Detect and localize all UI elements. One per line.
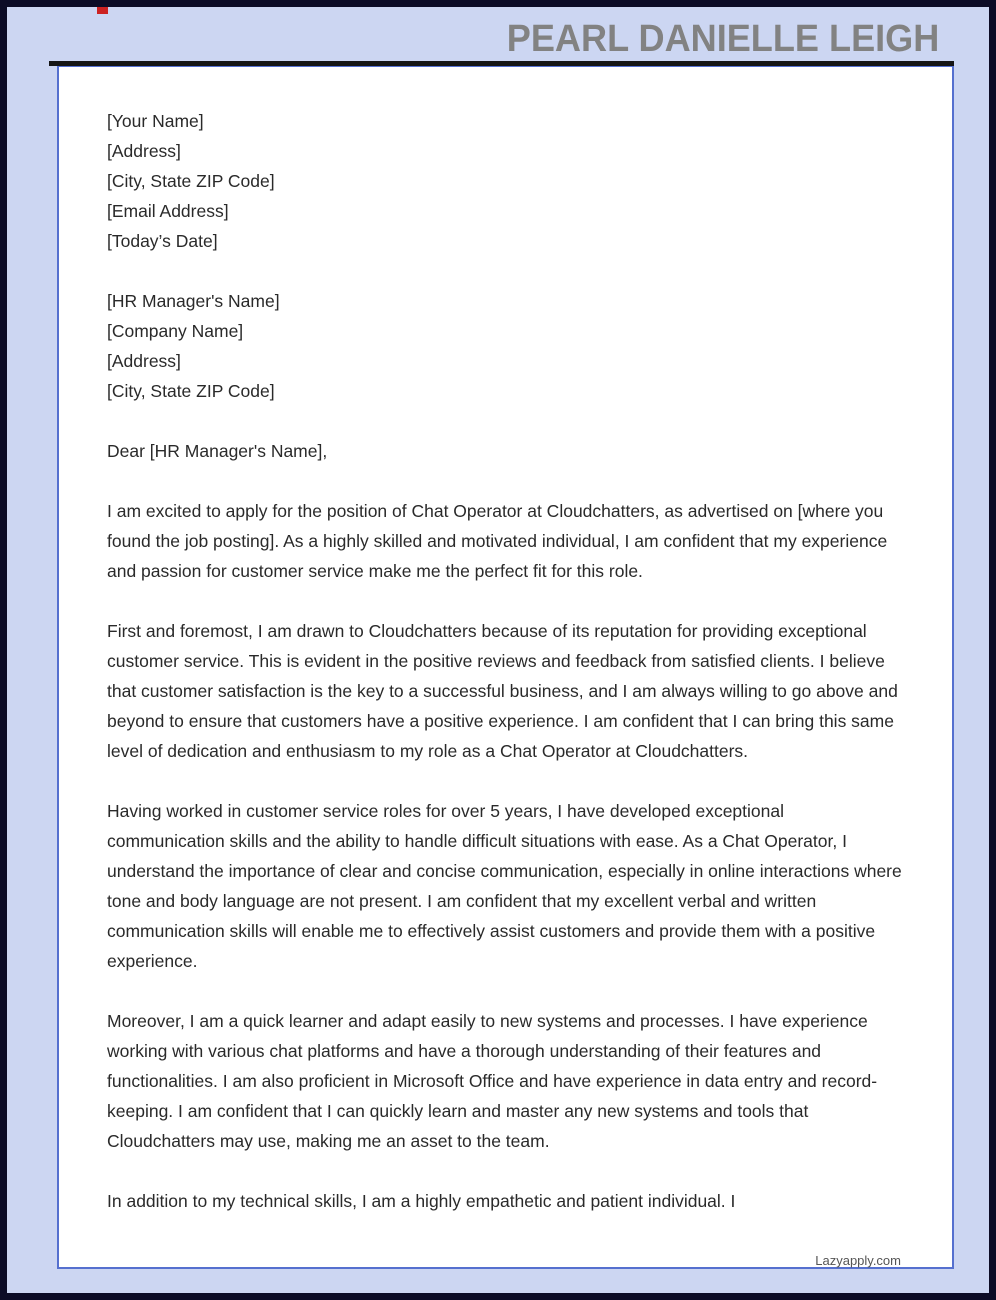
sender-city-state-zip: [City, State ZIP Code]: [107, 171, 275, 191]
red-marker: [97, 7, 108, 14]
recipient-company: [Company Name]: [107, 321, 244, 341]
title-divider: [49, 61, 954, 66]
recipient-city-state-zip: [City, State ZIP Code]: [107, 381, 275, 401]
paragraph-empathy-partial: In addition to my technical skills, I am a highly empathetic and patient individual. I: [107, 1191, 736, 1211]
letter-body: [107, 106, 902, 1246]
recipient-name: [HR Manager's Name]: [107, 291, 280, 311]
page-title: PEARL DANIELLE LEIGH: [506, 18, 939, 60]
sender-email: [Email Address]: [107, 201, 229, 221]
recipient-address: [Address]: [107, 351, 181, 371]
paragraph-skills: Moreover, I am a quick learner and adapt easily to new systems and processes. I have experience working with various chat platforms and have a thorough understanding of their features and functionalities. I am also proficient in Microsoft Office and have experience in data entry and record-keeping. I am confident that I can quickly learn and master any new systems and tools that Cloudchatters may use, making me an asset to the team.: [107, 1011, 878, 1151]
salutation: Dear [HR Manager's Name],: [107, 441, 328, 461]
sender-name: [Your Name]: [107, 111, 204, 131]
paragraph-intro: I am excited to apply for the position of Chat Operator at Cloudchatters, as advertised on [where you found the job posting]. As a highly skilled and motivated individual, I am confident that my experience and passion for customer service make me the perfect fit for this role.: [107, 501, 888, 581]
letter-date: [Today’s Date]: [107, 231, 218, 251]
recipient-address-block: [107, 286, 902, 406]
watermark: Lazyapply.com: [815, 1253, 901, 1268]
sender-address-block: [107, 106, 902, 256]
paragraph-experience: Having worked in customer service roles for over 5 years, I have developed exceptional communication skills and the ability to handle difficult situations with ease. As a Chat Operator, I understand the importance of clear and concise communication, especially in online interactions where tone and body language are not present. I am confident that my excellent verbal and written communication skills will enable me to effectively assist customers and provide them with a positive experience.: [107, 801, 902, 971]
sender-address: [Address]: [107, 141, 181, 161]
paragraph-company-interest: First and foremost, I am drawn to Cloudchatters because of its reputation for providing exceptional customer service. This is evident in the positive reviews and feedback from satisfied clients. I believe that customer satisfaction is the key to a successful business, and I am always willing to go above and beyond to ensure that customers have a positive experience. I am confident that I can bring this same level of dedication and enthusiasm to my role as a Chat Operator at Cloudchatters.: [107, 621, 898, 761]
